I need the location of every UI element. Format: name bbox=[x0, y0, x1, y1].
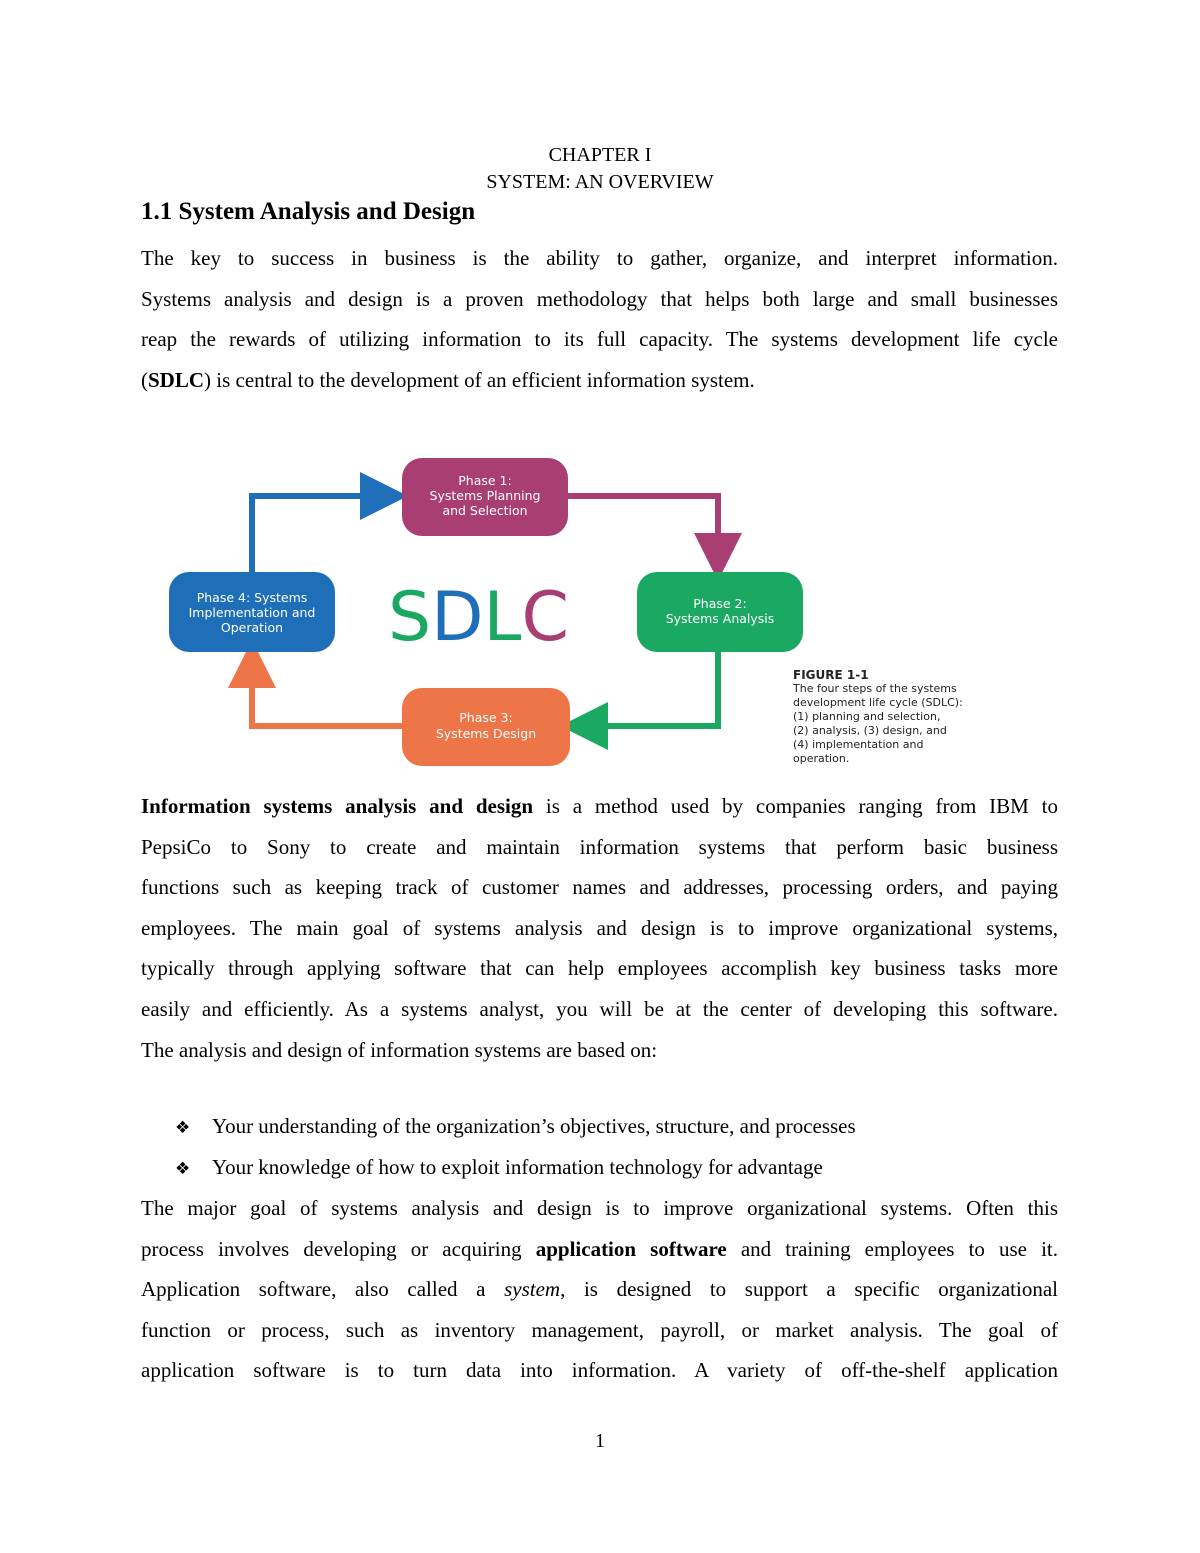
paragraph-line: The major goal of systems analysis and design is to improve organizational systems. Often this bbox=[141, 1196, 1058, 1220]
paragraph-line: easily and efficiently. As a systems analyst, you will be at the center of developing this software. bbox=[141, 996, 1058, 1021]
sdlc-letter: D bbox=[431, 578, 484, 657]
goal-paragraph bbox=[141, 1188, 1058, 1391]
paragraph-line: employees. The main goal of systems analysis and design is to improve organizational systems, bbox=[141, 915, 1058, 940]
arrow-phase4-to-phase1 bbox=[252, 496, 390, 574]
diamond-bullet-icon: ❖ bbox=[175, 1158, 191, 1179]
figure-caption-line: development life cycle (SDLC): bbox=[793, 696, 963, 709]
paragraph-line bbox=[141, 1269, 1058, 1310]
phase4-label-line3: Operation bbox=[220, 620, 284, 635]
phase1-label-line2: Systems Planning bbox=[429, 488, 541, 503]
sdlc-bold-term: SDLC bbox=[148, 367, 205, 392]
paragraph-line: The key to success in business is the ability to gather, organize, and interpret information. bbox=[141, 246, 1058, 270]
intro-paragraph bbox=[141, 238, 1058, 400]
sdlc-letter: S bbox=[388, 578, 432, 657]
bold-term: application software bbox=[535, 1236, 727, 1261]
arrow-phase3-to-phase4 bbox=[252, 658, 402, 726]
paragraph-line bbox=[141, 786, 1058, 827]
paragraph-line: PepsiCo to Sony to create and maintain information systems that perform basic business bbox=[141, 834, 1058, 859]
text-run: Application software, also called a bbox=[141, 1277, 505, 1302]
sdlc-figure bbox=[160, 448, 1000, 778]
list-item bbox=[175, 1147, 856, 1188]
phase1-label-line1: Phase 1: bbox=[458, 473, 512, 488]
text-run: ) is central to the development of an efficient information system. bbox=[204, 367, 755, 392]
section-heading: 1.1 System Analysis and Design bbox=[141, 198, 476, 225]
paragraph-line: Systems analysis and design is a proven methodology that helps both large and small businesses bbox=[141, 286, 1058, 311]
paragraph-line: application software is to turn data into information. A variety of off-the-shelf application bbox=[141, 1358, 1058, 1383]
phase3-label-line1: Phase 3: bbox=[459, 710, 513, 725]
italic-term: system, bbox=[504, 1277, 566, 1302]
chapter-label: CHAPTER I bbox=[548, 144, 652, 166]
list-item-text: Your understanding of the organization’s objectives, structure, and processes bbox=[212, 1114, 856, 1138]
sdlc-letter: L bbox=[483, 578, 522, 657]
figure-caption bbox=[793, 668, 1003, 766]
phase2-label-line2: Systems Analysis bbox=[665, 611, 775, 626]
paragraph-line bbox=[141, 1229, 1058, 1270]
phase2-label-line1: Phase 2: bbox=[693, 596, 747, 611]
bold-term: Information systems analysis and design bbox=[141, 794, 534, 818]
paragraph-line: reap the rewards of utilizing information to its full capacity. The systems development life cycle bbox=[141, 327, 1058, 352]
figure-caption-line: (2) analysis, (3) design, and bbox=[793, 724, 947, 737]
text-run: and training employees to use it. bbox=[726, 1236, 1059, 1261]
arrow-phase2-to-phase3 bbox=[578, 651, 718, 726]
list-item-text: Your knowledge of how to exploit information technology for advantage bbox=[212, 1154, 823, 1179]
paragraph-line: functions such as keeping track of customer names and addresses, processing orders, and paying bbox=[141, 875, 1058, 900]
text-run: process involves developing or acquiring bbox=[141, 1236, 536, 1261]
phase3-label-line2: Systems Design bbox=[435, 726, 537, 741]
text-run: ( bbox=[141, 367, 148, 392]
phase4-label-line1: Phase 4: Systems bbox=[196, 590, 308, 605]
phase4-label-line2: Implementation and bbox=[188, 605, 316, 620]
figure-caption-line: The four steps of the systems bbox=[793, 682, 957, 695]
paragraph-line bbox=[141, 360, 1058, 401]
paragraph-line: function or process, such as inventory management, payroll, or market analysis. The goal of bbox=[141, 1317, 1058, 1342]
figure-caption-line: (4) implementation and bbox=[793, 738, 924, 751]
diamond-bullet-icon: ❖ bbox=[175, 1118, 191, 1138]
text-run: is a method used by companies ranging from IBM to bbox=[533, 794, 1058, 818]
paragraph-line: typically through applying software that can help employees accomplish key business tasks more bbox=[141, 956, 1058, 981]
figure-caption-title: FIGURE 1-1 bbox=[793, 668, 869, 682]
page-number: 1 bbox=[595, 1430, 605, 1452]
figure-caption-line: operation. bbox=[793, 752, 850, 765]
phase1-label-line3: and Selection bbox=[442, 503, 528, 518]
chapter-title: SYSTEM: AN OVERVIEW bbox=[486, 171, 714, 193]
sdlc-center-label bbox=[388, 578, 569, 657]
arrow-phase1-to-phase2 bbox=[568, 496, 718, 563]
paragraph-line: The analysis and design of information systems are based on: bbox=[141, 1037, 658, 1062]
definition-paragraph bbox=[141, 786, 1058, 1070]
figure-caption-line: (1) planning and selection, bbox=[793, 710, 941, 723]
bullet-list bbox=[175, 1106, 856, 1187]
list-item bbox=[175, 1106, 856, 1147]
sdlc-letter: C bbox=[521, 578, 569, 657]
text-run: is designed to support a specific organizational bbox=[565, 1277, 1058, 1302]
